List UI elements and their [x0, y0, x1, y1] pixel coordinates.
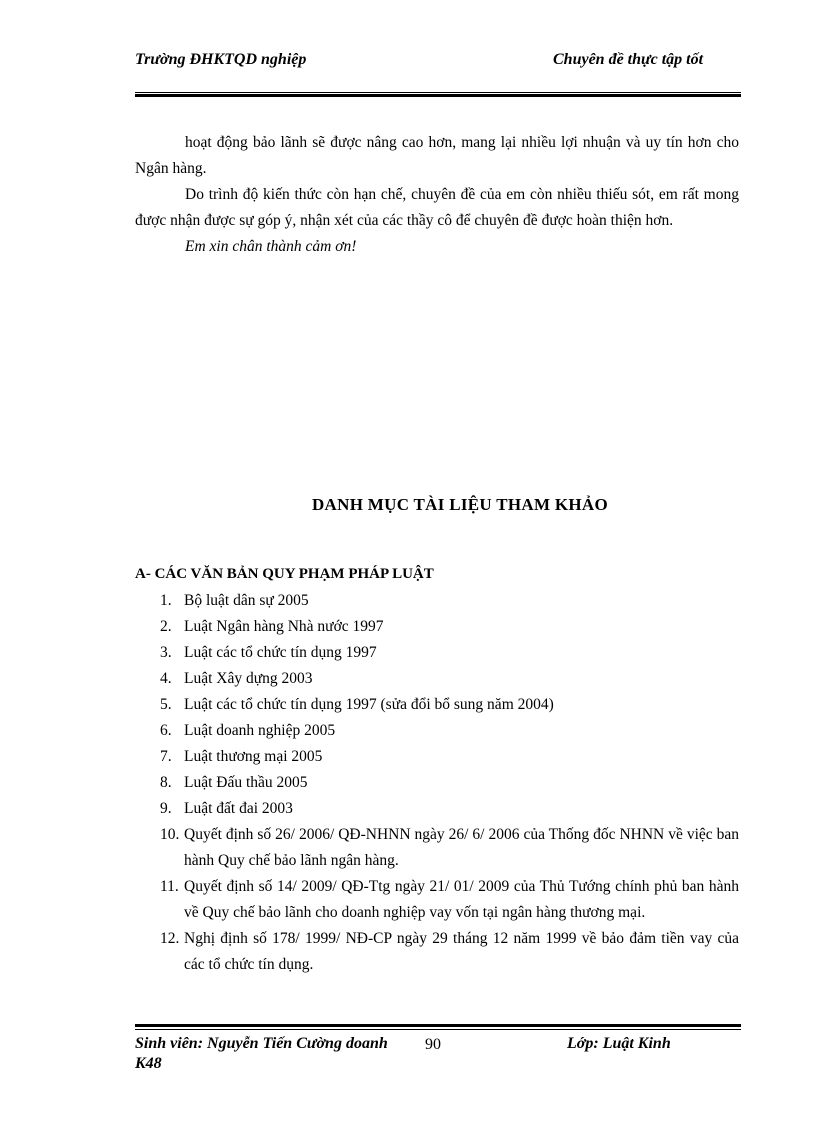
- closing-thanks: Em xin chân thành cảm ơn!: [185, 238, 357, 255]
- page-number: 90: [425, 1036, 441, 1053]
- item-text: Luật Xây dựng 2003: [184, 670, 313, 687]
- item-text: Luật các tổ chức tín dụng 1997 (sửa đổi bổ sung năm 2004): [184, 696, 554, 713]
- paragraph-1: hoạt động bảo lãnh sẽ được nâng cao hơn, mang lại nhiều lợi nhuận và uy tín hơn cho Ngân hàng.: [135, 134, 739, 177]
- footer-rule-thin: [135, 1029, 741, 1030]
- body-text: [135, 130, 739, 260]
- item-number: 10.: [160, 826, 180, 843]
- references-title: [135, 495, 739, 515]
- header-school: Trường ĐHKTQD nghiệp: [135, 51, 307, 68]
- item-number: 1.: [160, 592, 172, 609]
- list-item: [135, 874, 739, 926]
- list-item: [135, 744, 739, 770]
- item-number: 7.: [160, 748, 172, 765]
- item-text: Luật Đấu thầu 2005: [184, 774, 308, 791]
- list-item: [135, 718, 739, 744]
- item-text: Luật doanh nghiệp 2005: [184, 722, 336, 739]
- item-text: Quyết định số 26/ 2006/ QĐ-NHNN ngày 26/ 6/ 2006 của Thống đốc NHNN về việc ban hành Quy chế bảo lãnh ngân hàng.: [184, 826, 739, 869]
- paragraph-2: Do trình độ kiến thức còn hạn chế, chuyên đề của em còn nhiều thiếu sót, em rất mong được nhận được sự góp ý, nhận xét của các thầy cô để chuyên đề được hoàn thiện hơn.: [135, 186, 739, 229]
- page-footer: [135, 1034, 741, 1078]
- list-item: [135, 692, 739, 718]
- page-header: [135, 50, 741, 92]
- item-text: Quyết định số 14/ 2009/ QĐ-Ttg ngày 21/ 01/ 2009 của Thủ Tướng chính phủ ban hành về Quy chế bảo lãnh cho doanh nghiệp vay vốn tại ngân hàng thương mại.: [184, 878, 739, 921]
- list-item: [135, 796, 739, 822]
- item-text: Luật thương mại 2005: [184, 748, 323, 765]
- item-text: Bộ luật dân sự 2005: [184, 592, 309, 609]
- item-number: 11.: [160, 878, 179, 895]
- header-rule-thin: [135, 92, 741, 93]
- references-title-text: DANH MỤC TÀI LIỆU THAM KHẢO: [311, 495, 609, 514]
- footer-student: Sinh viên: Nguyễn Tiến Cường doanh K48: [135, 1035, 388, 1072]
- list-item: [135, 614, 739, 640]
- footer-class: Lớp: Luật Kinh: [567, 1035, 671, 1052]
- item-number: 4.: [160, 670, 172, 687]
- section-a-heading: A- CÁC VĂN BẢN QUY PHẠM PHÁP LUẬT: [135, 566, 434, 582]
- list-item: [135, 666, 739, 692]
- item-number: 3.: [160, 644, 172, 661]
- footer-rule: [135, 1024, 741, 1032]
- item-number: 12.: [160, 930, 180, 947]
- item-text: Luật Ngân hàng Nhà nước 1997: [184, 618, 384, 635]
- list-item: [135, 588, 739, 614]
- list-item: [135, 926, 739, 978]
- item-number: 6.: [160, 722, 172, 739]
- item-number: 9.: [160, 800, 172, 817]
- item-number: 5.: [160, 696, 172, 713]
- item-text: Luật các tổ chức tín dụng 1997: [184, 644, 377, 661]
- item-text: Nghị định số 178/ 1999/ NĐ-CP ngày 29 tháng 12 năm 1999 về bảo đảm tiền vay của các tổ chức tín dụng.: [184, 930, 739, 973]
- reference-list: [135, 588, 739, 978]
- header-doc-type: Chuyên đề thực tập tốt: [553, 51, 704, 68]
- header-rule: [135, 92, 741, 98]
- item-number: 2.: [160, 618, 172, 635]
- item-number: 8.: [160, 774, 172, 791]
- item-text: Luật đất đai 2003: [184, 800, 293, 817]
- list-item: [135, 822, 739, 874]
- list-item: [135, 770, 739, 796]
- header-rule-thick: [135, 94, 741, 97]
- list-item: [135, 640, 739, 666]
- footer-rule-thick: [135, 1024, 741, 1027]
